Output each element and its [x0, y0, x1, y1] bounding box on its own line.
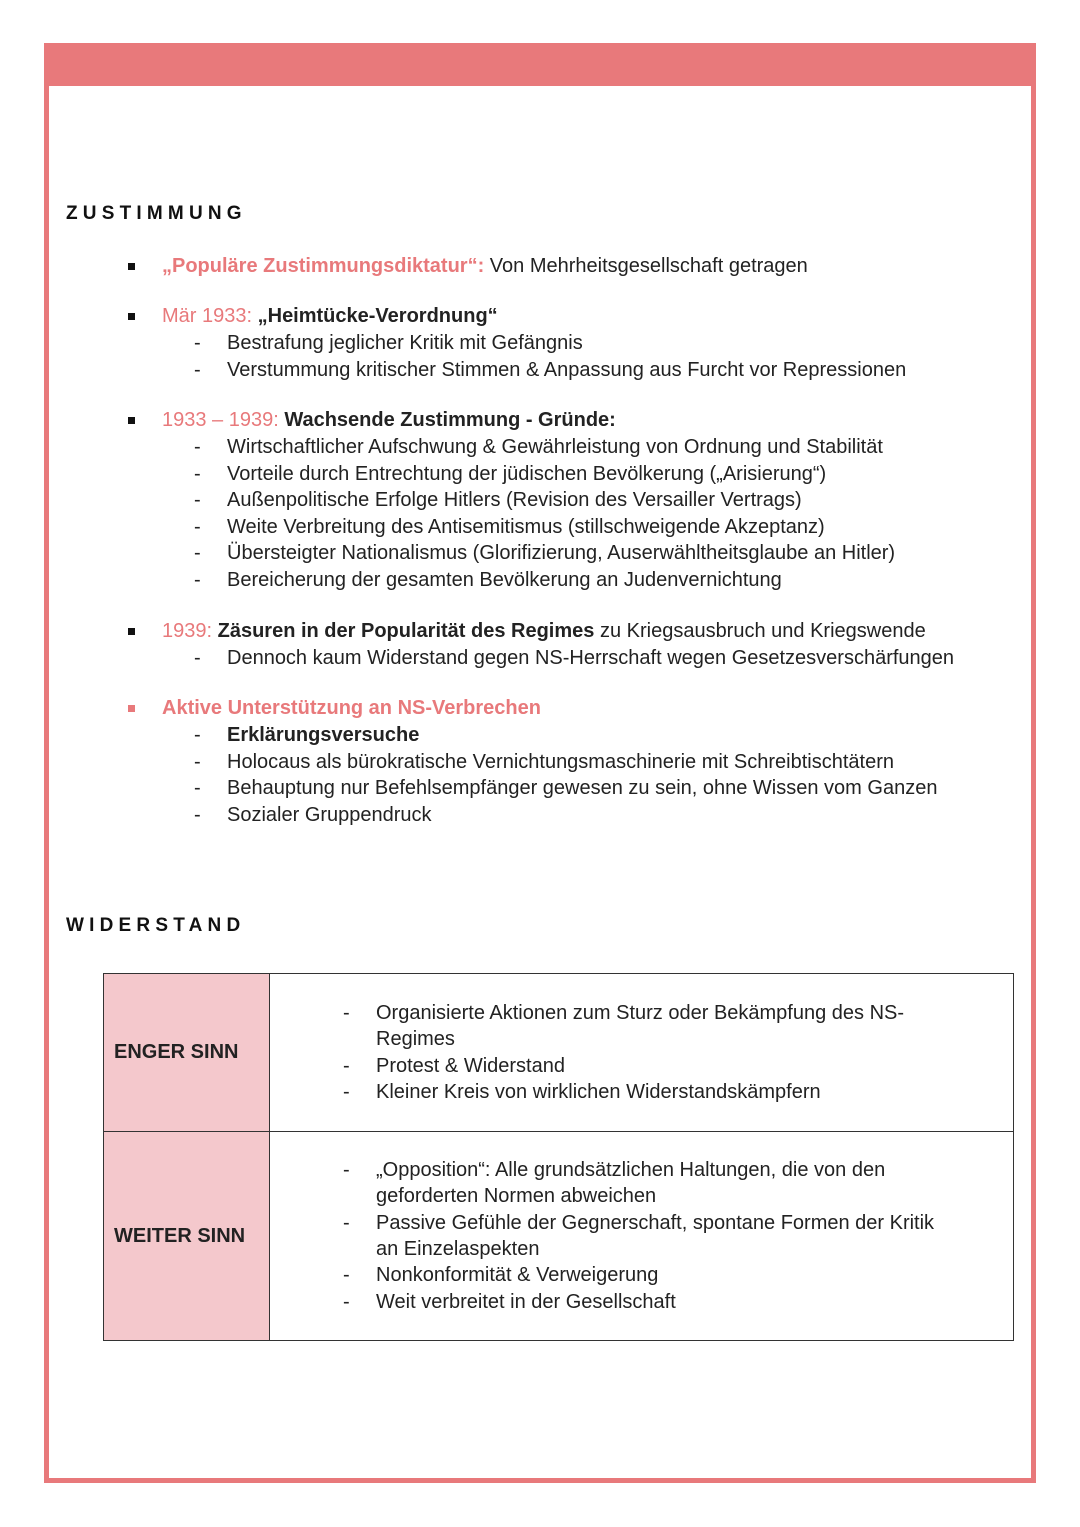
- list-item: - Übersteigter Nationalismus (Glorifizierung, Auserwähltheitsglaube an Hitler): [194, 542, 896, 564]
- list-item: - Kleiner Kreis von wirklichen Widerstandskämpfern: [343, 1080, 821, 1103]
- bullet-label: 1933 – 1939:: [162, 409, 279, 431]
- list-item: - Organisierte Aktionen zum Sturz oder Bekämpfung des NS-: [343, 1001, 905, 1024]
- bullet-label: Mär 1933:: [162, 305, 253, 327]
- bullet-marker: [128, 628, 135, 635]
- list-item: - Außenpolitische Erfolge Hitlers (Revision des Versailler Vertrags): [194, 489, 802, 511]
- list-item: - Passive Gefühle der Gegnerschaft, spontane Formen der Kritik: [343, 1211, 935, 1234]
- list-item-continuation: geforderten Normen abweichen: [376, 1185, 657, 1208]
- bullet-marker: [128, 705, 135, 712]
- list-item: - Bestrafung jeglicher Kritik mit Gefängnis: [194, 332, 583, 354]
- list-item: - Wirtschaftlicher Aufschwung & Gewährleistung von Ordnung und Stabilität: [194, 436, 883, 458]
- header-bar: [44, 43, 1036, 86]
- bullet-text: Von Mehrheitsgesellschaft getragen: [484, 255, 808, 277]
- bullet-aktive-unterstuetzung: [128, 695, 1028, 828]
- bullet-label: Aktive Unterstützung an NS-Verbrechen: [162, 697, 541, 719]
- list-item: - Sozialer Gruppendruck: [194, 803, 432, 826]
- list-item-continuation: an Einzelaspekten: [376, 1238, 540, 1260]
- bullet-label: „Populäre Zustimmungsdiktatur“:: [162, 255, 485, 277]
- list-item: - Bereicherung der gesamten Bevölkerung an Judenvernichtung: [194, 568, 782, 591]
- bullet-wachsende-zustimmung: [128, 407, 1028, 593]
- list-item-continuation: Regimes: [376, 1028, 455, 1051]
- table-label-cell: ENGER SINN: [104, 974, 270, 1132]
- list-item: - Vorteile durch Entrechtung der jüdischen Bevölkerung („Arisierung“): [194, 462, 827, 485]
- list-item: - Nonkonformität & Verweigerung: [343, 1264, 659, 1287]
- section-title-widerstand: WIDERSTAND: [66, 915, 246, 936]
- bullet-label: 1939:: [162, 620, 213, 642]
- list-item: - Behauptung nur Befehlsempfänger gewesen zu sein, ohne Wissen vom Ganzen: [194, 777, 938, 799]
- bullet-marker: [128, 313, 135, 320]
- list-item: - Erklärungsversuche: [194, 724, 420, 746]
- table-row: [104, 974, 1014, 1132]
- table-row: [104, 1132, 1014, 1341]
- bullet-marker: [128, 417, 135, 424]
- list-item: - Protest & Widerstand: [343, 1054, 565, 1077]
- list-item: - Holocaus als bürokratische Vernichtungsmaschinerie mit Schreibtischtätern: [194, 750, 894, 773]
- list-item: - Dennoch kaum Widerstand gegen NS-Herrschaft wegen Gesetzesverschärfungen: [194, 647, 955, 669]
- table-label-cell: WEITER SINN: [104, 1132, 270, 1341]
- bullet-populaere-zustimmungsdiktatur: [128, 253, 1028, 280]
- list-item: - Weite Verbreitung des Antisemitismus (stillschweigende Akzeptanz): [194, 515, 825, 538]
- bullet-zaesuren-popularitaet: [128, 618, 1028, 672]
- section-title-zustimmung: ZUSTIMMUNG: [66, 203, 247, 224]
- bullet-heimtuecke-verordnung: [128, 303, 1028, 383]
- bullet-heading: Wachsende Zustimmung - Gründe:: [278, 409, 616, 431]
- table-content-cell: [270, 1132, 1014, 1341]
- list-item: - Verstummung kritischer Stimmen & Anpassung aus Furcht vor Repressionen: [194, 358, 907, 381]
- table-content-cell: [270, 974, 1014, 1132]
- bullet-heading: „Heimtücke-Verordnung“: [252, 305, 498, 327]
- list-item: - „Opposition“: Alle grundsätzlichen Haltungen, die von den: [343, 1159, 886, 1182]
- bullet-marker: [128, 263, 135, 270]
- bullet-heading: Zäsuren in der Popularität des Regimes: [212, 620, 595, 642]
- list-item: - Weit verbreitet in der Gesellschaft: [343, 1290, 676, 1313]
- bullet-text: zu Kriegsausbruch und Kriegswende: [594, 620, 926, 642]
- widerstand-table: [103, 973, 1014, 1341]
